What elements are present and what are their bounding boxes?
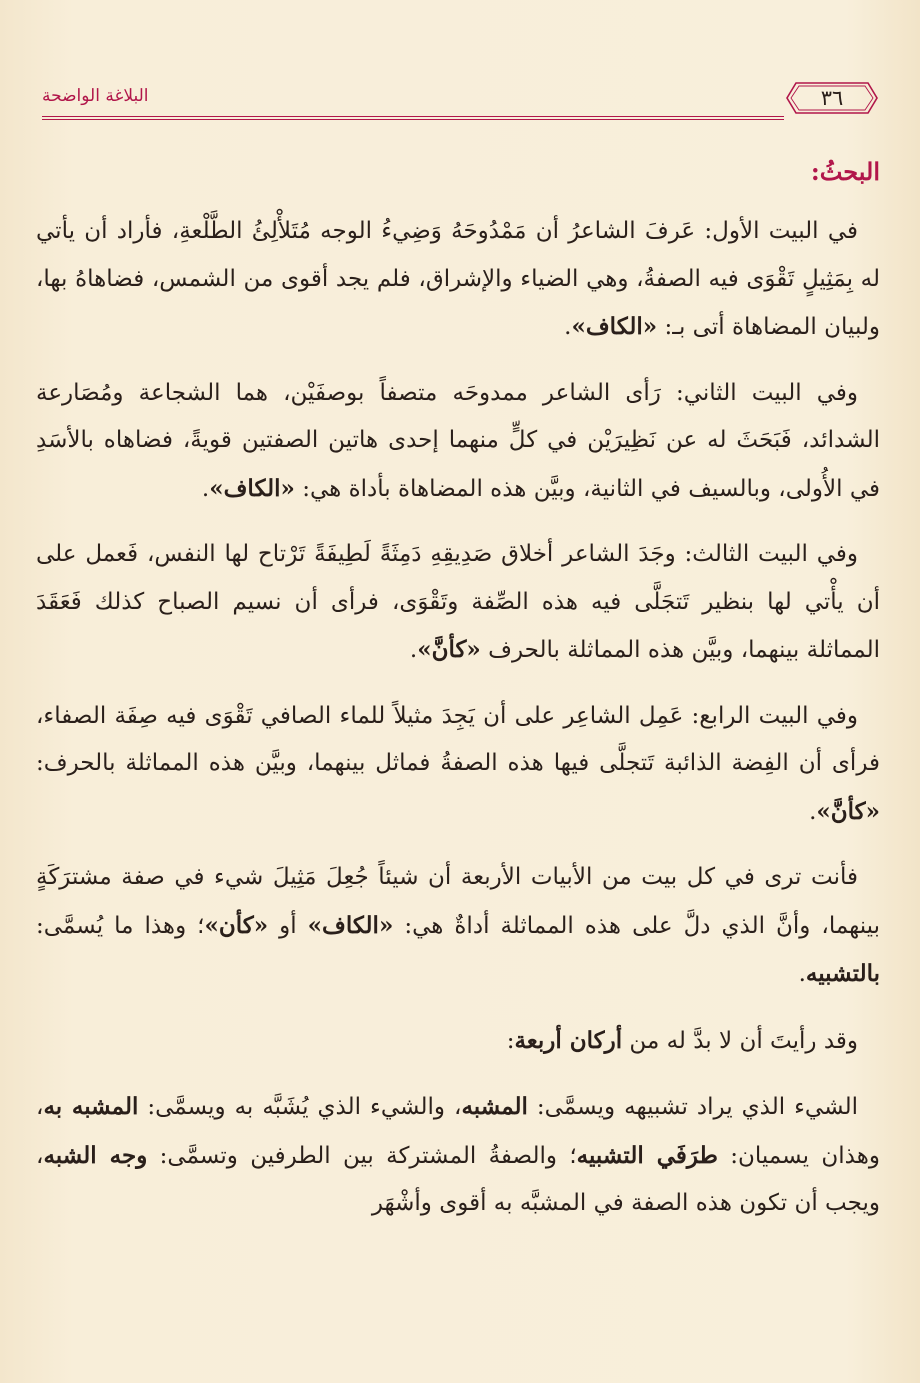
paragraph-4 <box>36 693 880 837</box>
paragraph-2-term-kaf: «الكاف» <box>209 474 295 502</box>
paragraph-7-text-b: ، والشيء الذي يُشَبَّه به ويسمَّى: <box>138 1094 462 1120</box>
paragraph-5-text-c: ؛ وهذا ما يُسمَّى: <box>36 912 205 939</box>
paragraph-7-text-c: ، وهذان يسميان: <box>36 1094 880 1169</box>
header-rule <box>42 116 784 117</box>
paragraph-3-text-b: . <box>409 637 418 663</box>
paragraph-3-text-a: وفي البيت الثالث: وجَدَ الشاعر أخلاق صَدِيقِهِ دَمِثَةً لَطِيفَةً تَرْتاح لها النفس، فَعمل على أن يأْتي لها بنظير تَتجَلَّى فيه هذه الصِّفة وتَقْوَى، فرأى أن نسيم الصباح كذلك فَعَقَدَ المماثلة بينهما، وبيَّن هذه المماثلة بالحرف <box>36 541 880 663</box>
paragraph-4-text-b: . <box>809 798 817 825</box>
paragraph-7-text-e: ، ويجب أن تكون هذه الصفة في المشبَّه به أقوى وأشْهَر <box>36 1142 880 1216</box>
paragraph-1-term-kaf: «الكاف» <box>571 313 658 340</box>
paragraph-5-text-b: أو <box>268 912 308 939</box>
section-heading: البحثُ: <box>810 157 880 186</box>
paragraph-5-term-tashbih: بالتشبيه <box>805 960 880 987</box>
paragraph-5-text-a: فأنت ترى في كل بيت من الأبيات الأربعة أن شيئاً جُعِلَ مَثِيلَ شيء في صفة مشترَكَةٍ بينهما، وأنَّ الذي دلَّ على هذه المماثلة أداةٌ هي: <box>36 864 881 939</box>
paragraph-5-text-d: . <box>798 961 806 987</box>
paragraph-5-term-kaan: «كأن» <box>204 911 269 939</box>
paragraph-7-text-a: الشيء الذي يراد تشبيهه ويسمَّى: <box>527 1094 858 1120</box>
page-number-badge <box>786 82 878 114</box>
paragraph-6-text-a: وقد رأيتَ أن لا بدَّ له من <box>622 1027 858 1054</box>
paragraph-7-term-mushabbah-bih: المشبه به <box>43 1093 139 1120</box>
paragraph-1-text-b: . <box>564 314 572 340</box>
paragraph-7-term-tarafay: طرَفَي التشبيه <box>576 1141 718 1169</box>
paragraph-2 <box>36 370 880 514</box>
paragraph-2-text-b: . <box>201 475 210 502</box>
paragraph-6-text-b: : <box>506 1027 515 1054</box>
paragraph-5 <box>36 854 880 999</box>
paragraph-6 <box>36 1017 880 1066</box>
paragraph-7-term-wajh: وجه الشبه <box>43 1141 148 1169</box>
paragraph-4-text-a: وفي البيت الرابع: عَمِل الشاعِر على أن يَجِدَ مثيلاً للماء الصافي تَقْوَى فيه صِفَة الصفاء، فرأى أن الفِضة الذائبة تَتجلَّى فيها هذه الصفةُ فماثل بينهما، وبيَّن هذه المماثلة بالحرف: <box>36 702 880 776</box>
paragraph-2-text-a: وفي البيت الثاني: رَأى الشاعر ممدوحَه متصفاً بوصفَيْن، هما الشجاعة ومُصَارعة الشدائد، فَبَحَثَ له عن نَظِيرَيْن في كلٍّ منهما إحدى هاتين الصفتين قويةً، فضاهاه بالأسَدِ في الأُولى، وبالسيف في الثانية، وبيَّن هذه المضاهاة بأداة هي: <box>36 379 880 502</box>
paragraph-7-term-mushabbah: المشبه <box>461 1093 528 1120</box>
header-rule-secondary <box>42 119 784 120</box>
paragraph-4-term-kaanna: «كأنَّ» <box>816 797 880 825</box>
paragraph-1-text-a: في البيت الأول: عَرفَ الشاعرُ أن مَمْدُوحَهُ وَضِيءُ الوجه مُتَلأْلِئُ الطَّلْعةِ، فأراد أن يأتي له بِمَثِيلٍ تَقْوَى فيه الصفةُ، وهي الضياء والإشراق، فلم يجد أقوى من الشمس، فضاهاهُ بها، ولبيان المضاهاة أتى بـ: <box>36 218 880 340</box>
paragraph-3 <box>36 531 880 675</box>
paragraph-7-text-d: ؛ والصفةُ المشتركة بين الطرفين وتسمَّى: <box>147 1142 577 1169</box>
page-content <box>36 152 880 1228</box>
paragraph-5-term-kaf: «الكاف» <box>307 911 394 939</box>
running-title: البلاغة الواضحة <box>42 86 149 106</box>
page-number: ٣٦ <box>820 86 844 110</box>
page-header <box>42 78 878 122</box>
paragraph-3-term-kaanna: «كأنَّ» <box>417 636 481 663</box>
paragraph-1 <box>36 208 880 352</box>
paragraph-6-term-arkan: أركان أربعة <box>514 1026 623 1054</box>
paragraph-7 <box>36 1083 880 1228</box>
